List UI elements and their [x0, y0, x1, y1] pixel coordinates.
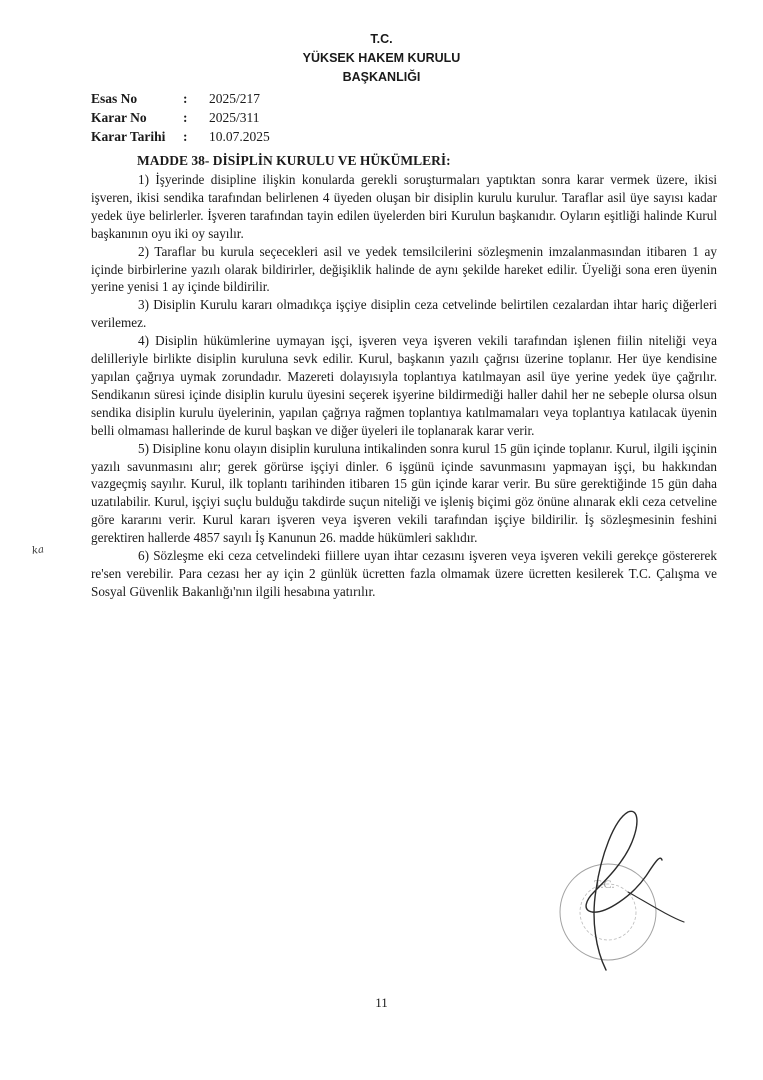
stamp-inner-ring	[580, 884, 636, 940]
meta-label: Esas No	[91, 91, 138, 106]
handwritten-initials: ka	[31, 544, 45, 557]
meta-value: 2025/311	[209, 110, 260, 125]
page-number: 11	[375, 995, 388, 1010]
header-line-institution: YÜKSEK HAKEM KURULU	[302, 51, 461, 65]
meta-colon: :	[183, 91, 188, 106]
meta-row-tarih	[91, 127, 270, 146]
meta-colon: :	[183, 110, 188, 125]
meta-colon: :	[183, 129, 188, 144]
article-body	[91, 171, 717, 601]
stamp-mark: T.C.	[594, 877, 615, 891]
paragraph-3: 3) Disiplin Kurulu kararı olmadıkça işçiye disiplin ceza cetvelinde belirtilen cezalardan ihtar hariç diğerleri verilemez.	[91, 297, 717, 331]
meta-label: Karar No	[91, 110, 147, 125]
paragraph-5: 5) Disipline konu olayın disiplin kuruluna intikalinden sonra kurul 15 gün içinde toplanır. Kurul, ilgili işçinin yazılı savunmasını alır; gerek görürse işçiyi dinler. 6 işgünü içinde savunmasını yapmayan işçi, bu hakkından vazgeçmiş sayılır. Kurul, ilk toplantı tarihinden itibaren 15 gün içinde karar verir. Bu süre gerektiğinde 15 gün daha uzatılabilir. Kurul, işçiyi suçlu bulduğu takdirde suçun niteliği ve işleniş biçimi göz önüne alınarak ekli ceza cetveline göre kararını verir. Kurul kararı işveren veya işveren vekili tarafından işçiye bildirilir. İş sözleşmesinin feshini gerektiren hallerde 4857 sayılı İş Kanunun 26. madde hükümleri saklıdır.	[91, 440, 717, 546]
meta-row-esas	[91, 89, 270, 108]
article-title: MADDE 38- DİSİPLİN KURULU VE HÜKÜMLERİ:	[137, 153, 451, 168]
meta-value: 10.07.2025	[209, 129, 270, 144]
header-line-office: BAŞKANLIĞI	[342, 70, 421, 84]
header-line-tc: T.C.	[370, 32, 393, 46]
case-metadata	[91, 89, 270, 146]
paragraph-2: 2) Taraflar bu kurula seçecekleri asil ve yedek temsilcilerini sözleşmenin imzalanmasından itibaren 1 ay içinde birbirlerine yazılı olarak bildirirler, değişiklik halinde de aynı şekilde hareket edilir. Üyeliği sona eren üyenin yerine yenisi 1 ay içinde bildirilir.	[91, 243, 717, 295]
meta-row-karar	[91, 108, 270, 127]
meta-value: 2025/217	[209, 91, 261, 106]
official-stamp-signature	[536, 800, 696, 980]
paragraph-4: 4) Disiplin hükümlerine uymayan işçi, işveren veya işveren vekili tarafından işlenen fiilin niteliği veya delilleriyle birlikte disiplin kuruluna sevk edilir. Kurul, başkanın yazılı çağrısı üzerine toplanır. Her üye kendisine yapılan çağrıya uymak zorundadır. Mazereti dolayısıyla toplantıya katılmayan asil üye yerine yedek üye çağrılır. Sendikanın süresi içinde disiplin kurulu üyesini seçerek işyerine bildirmediği haller dahil her ne sebeple olursa olsun sendika disiplin kurulu üyelerinin, yapılan çağrıya rağmen toplantıya katılmamaları veya toplantıya katılacak üyenin belli olmaması hallerinde de kurul başkan ve diğer üyeleri ile toplanarak karar verir.	[91, 333, 717, 438]
meta-label: Karar Tarihi	[91, 129, 166, 144]
paragraph-6: 6) Sözleşme eki ceza cetvelindeki fiillere uyan ihtar cezasını işveren veya işveren vekili gerekçe göstererek re'sen verebilir. Para cezası her ay için 2 günlük ücretten fazla olmamak üzere ücretten kesilerek T.C. Çalışma ve Sosyal Güvenlik Bakanlığı'nın ilgili hesabına yatırılır.	[91, 548, 717, 599]
paragraph-1: 1) İşyerinde disipline ilişkin konularda gerekli soruşturmaları yaptıktan sonra karar vermek üzere, ikisi işveren, ikisi sendika tarafından belirlenen 4 üyeden oluşan bir disiplin kurulu kurulur. Taraflar asil üye sayısı kadar yedek üye belirlerler. İşveren tarafından tayin edilen üyelerden biri Kurulun başkanıdır. Oyların eşitliği halinde Kurul başkanının oyu iki oy sayılır.	[91, 172, 717, 241]
